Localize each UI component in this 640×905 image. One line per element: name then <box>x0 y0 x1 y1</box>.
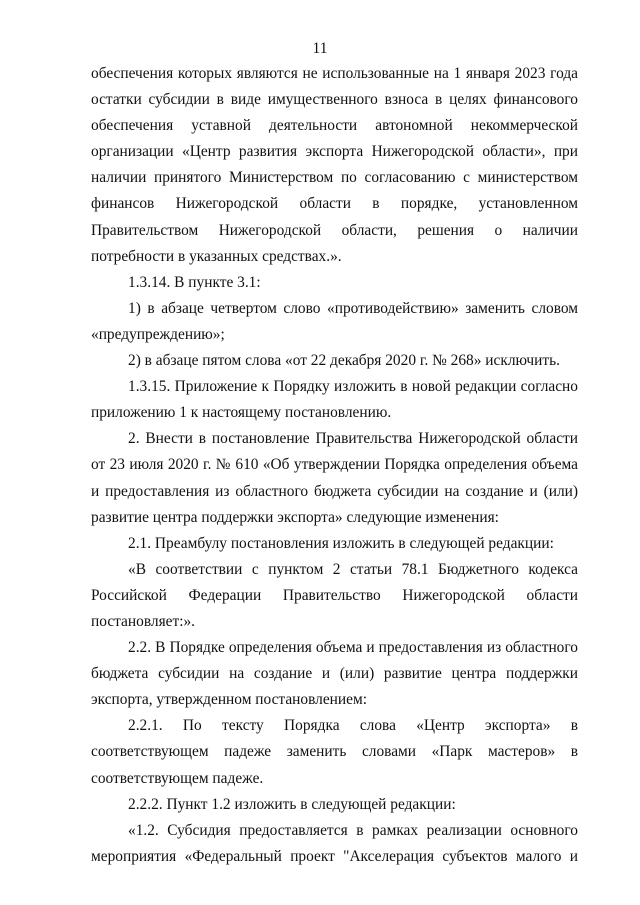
paragraph-1-2-quote: «1.2. Субсидия предоставляется в рамках реализации основного мероприятия «Федеральный проект "Акселерация субъектов малого и <box>91 821 578 865</box>
paragraph-item-2: 2) в абзаце пятом слова «от 22 декабря 2020 г. № 268» исключить. <box>128 352 561 370</box>
page-number: 11 <box>312 40 328 57</box>
paragraph-2-2: 2.2. В Порядке определения объема и предоставления из областного бюджета субсидии на создание и (или) развитие центра поддержки экспорта, утвержденном постановлением: <box>91 639 578 709</box>
paragraph-2-2-1: 2.2.1. По тексту Порядка слова «Центр экспорта» в соответствующем падеже заменить словами «Парк мастеров» в соответствующем падеже. <box>91 717 578 787</box>
paragraph-2-1: 2.1. Преамбулу постановления изложить в следующей редакции: <box>128 534 554 552</box>
document-body <box>91 61 578 870</box>
paragraph-2: 2. Внести в постановление Правительства Нижегородской области от 23 июля 2020 г. № 610 «Об утверждении Порядка определения объема и предоставления из областного бюджета субсидии на создание и (или) развитие центра поддержки экспорта» следующие изменения: <box>91 430 578 526</box>
paragraph-preamble-quote: «В соответствии с пунктом 2 статьи 78.1 Бюджетного кодекса Российской Федерации Правительство Нижегородской области постановляет:». <box>91 560 578 630</box>
paragraph-continuation: обеспечения которых являются не использованные на 1 января 2023 года остатки субсидии в виде имущественного взноса в целях финансового обеспечения уставной деятельности автономной некоммерческой организации «Центр развития экспорта Нижегородской области», при наличии принятого Министерством по согласованию с министерством финансов Нижегородской области в порядке, установленном Правительством Нижегородской области, решения о наличии потребности в указанных средствах.». <box>91 65 578 265</box>
paragraph-2-2-2: 2.2.2. Пункт 1.2 изложить в следующей редакции: <box>128 795 456 813</box>
paragraph-1-3-15: 1.3.15. Приложение к Порядку изложить в новой редакции согласно приложению 1 к настоящему постановлению. <box>91 378 578 422</box>
paragraph-item-1: 1) в абзаце четвертом слово «противодействию» заменить словом «предупреждению»; <box>91 299 578 343</box>
paragraph-1-3-14: 1.3.14. В пункте 3.1: <box>128 273 261 291</box>
